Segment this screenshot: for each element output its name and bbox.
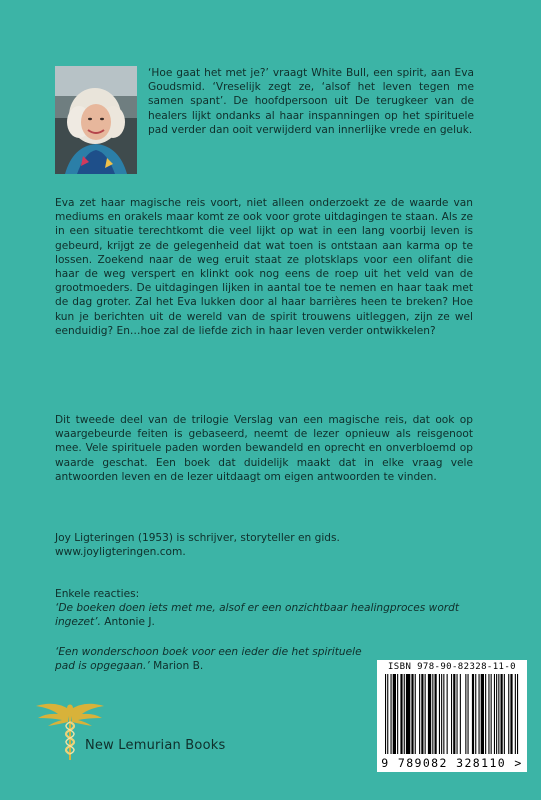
barcode-bar	[400, 674, 402, 754]
barcode-bar	[391, 674, 392, 754]
synopsis-paragraph: Eva zet haar magische reis voort, niet alleen onderzoekt ze de waarde van mediums en orakels maar komt ze ook voor grote uitdagingen te staan. Als ze in een situatie terechtkomt die veel lijkt op wat in een lang voorbij leven is gebeurd, krijgt ze de gelegenheid dat wat toen is ontstaan aan karma op te lossen. Zoekend naar de weg eruit staat ze plotsklaps voor een olifant die haar de weg verspert en klinkt ook nog eens de roep uit het veld van de grootmoeders. De uitdagingen lijken in aantal toe te nemen en haar taak met de dag groter. Zal het Eva lukken door al haar barrières heen te breken? Hoe kun je berichten uit de wereld van de spirit trouwens uitleggen, zijn ze wel eenduidig? En…hoe zal de liefde zich in haar leven verder ontwikkelen?	[55, 197, 473, 337]
barcode-bar	[494, 674, 495, 754]
barcode-bar	[415, 674, 416, 754]
barcode-bar	[453, 674, 455, 754]
author-photo	[55, 66, 137, 174]
barcode-bar	[491, 674, 492, 754]
reaction-quote-2	[55, 645, 373, 673]
barcode-bar	[439, 674, 440, 754]
barcode-bar	[435, 674, 437, 754]
barcode-bar	[515, 674, 516, 754]
barcode-bar	[457, 674, 458, 754]
barcode-bar	[419, 674, 420, 754]
reaction-quote-1	[55, 601, 473, 629]
author-bio-text: Joy Ligteringen (1953) is schrijver, storyteller en gids.	[55, 532, 340, 544]
barcode-bar	[451, 674, 452, 754]
barcode-bar	[501, 674, 503, 754]
barcode-bar	[504, 674, 505, 754]
reaction-quote-1-author: Antonie J.	[100, 616, 155, 629]
author-bio	[55, 531, 473, 559]
barcode-bar	[387, 674, 388, 754]
intro-paragraph: ‘Hoe gaat het met je?’ vraagt White Bull, een spirit, aan Eva Goudsmid. ‘Vreselijk zegt ze, ‘alsof het leven tegen me samen spant’. De hoofdpersoon uit De terugkeer van de healers lijkt ondanks al haar inspanningen op het spirituele pad verder dan ooit verwijderd van innerlijke vrede en geluk.	[148, 67, 474, 136]
barcode-bar	[488, 674, 489, 754]
barcode-bar	[385, 674, 386, 754]
barcode-bar	[496, 674, 497, 754]
barcode-bar	[441, 674, 442, 754]
barcode-bar	[421, 674, 423, 754]
barcode-bar	[498, 674, 499, 754]
reaction-quote-2-author: Marion B.	[149, 659, 204, 672]
barcode-bars	[385, 674, 519, 754]
barcode-bar	[472, 674, 474, 754]
barcode-bar	[465, 674, 466, 754]
barcode-bar	[397, 674, 398, 754]
publisher-name: New Lemurian Books	[85, 738, 226, 753]
barcode-bar	[428, 674, 431, 754]
barcode-bar	[475, 674, 476, 754]
barcode-bar	[404, 674, 405, 754]
winged-caduceus-icon	[34, 696, 106, 766]
barcode-bar	[447, 674, 448, 754]
reactions-heading: Enkele reacties:	[55, 588, 140, 600]
barcode-bar	[517, 674, 518, 754]
barcode-bar	[510, 674, 512, 754]
barcode-bar	[393, 674, 396, 754]
barcode-bar	[485, 674, 486, 754]
barcode-bar	[432, 674, 433, 754]
barcode-bar	[460, 674, 461, 754]
barcode-bar	[479, 674, 480, 754]
reaction-quote-1-text: ‘De boeken doen iets met me, alsof er een onzichtbaar healingproces wordt ingezet’.	[55, 602, 460, 629]
barcode-bar	[481, 674, 484, 754]
barcode-bar	[443, 674, 444, 754]
barcode-bar	[411, 674, 413, 754]
isbn-label: ISBN 978-90-82328-11-0	[387, 662, 516, 672]
barcode-bar	[468, 674, 469, 754]
author-website: www.joyligteringen.com.	[55, 546, 186, 559]
description-paragraph: Dit tweede deel van de trilogie Verslag van een magische reis, dat ook op waargebeurde feiten is gebaseerd, neemt de lezer opnieuw als reisgenoot mee. Vele spirituele paden worden bewandeld en oprecht en onverbloemd op waarde geschat. Een boek dat duidelijk maakt dat in elke vraag vele antwoorden leven en de lezer uitdaagt om eigen antwoorden te vinden.	[55, 414, 473, 483]
barcode-bar	[508, 674, 509, 754]
barcode-bar	[425, 674, 426, 754]
reaction-quote-2-text: ‘Een wonderschoon boek voor een ieder die het spirituele pad is opgegaan.’	[55, 645, 362, 672]
barcode-digits: 9 789082 328110 >	[381, 756, 523, 770]
isbn-barcode	[377, 660, 527, 772]
barcode-bar	[406, 674, 410, 754]
